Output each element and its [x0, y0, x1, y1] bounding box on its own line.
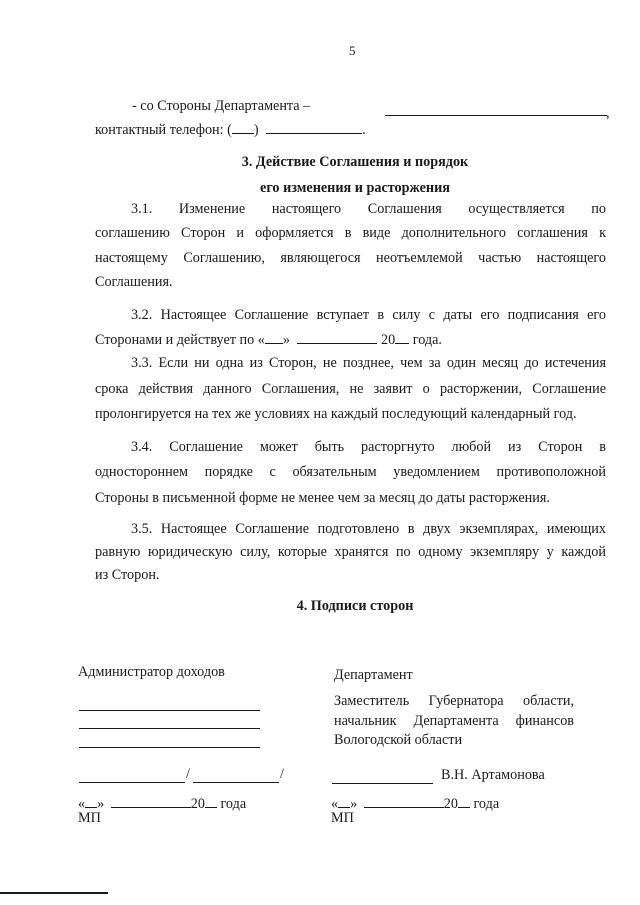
clause-3-2-line1: 3.2. Настоящее Соглашение вступает в силу с даты его подписания его	[131, 307, 606, 323]
left-month-blank	[111, 795, 191, 808]
left-name-blank	[193, 782, 279, 783]
right-day-blank	[338, 795, 350, 808]
right-year-blank	[458, 795, 470, 808]
left-day-blank	[85, 795, 97, 808]
right-stamp: МП	[331, 810, 354, 826]
section3-title-line2: его изменения и расторжения	[260, 180, 450, 196]
clause-3-5-line2: равную юридическую силу, которые хранятся по одному экземпляру у каждой	[95, 544, 606, 560]
left-signature-slash-1: /	[186, 766, 190, 782]
left-date-century: 20	[190, 796, 205, 812]
clause-3-5-line1: 3.5. Настоящее Соглашение подготовлено в двух экземплярах, имеющих	[131, 521, 606, 537]
left-year-blank	[205, 795, 217, 808]
right-position-line2: начальник Департамента финансов	[334, 713, 574, 729]
clause-3-2-year-word: года.	[412, 332, 442, 348]
left-blank-line-2	[79, 728, 260, 729]
right-date-century: 20	[443, 796, 458, 812]
clause-3-2-text: Сторонами и действует по «	[95, 332, 265, 348]
clause-3-2-quote: »	[282, 332, 290, 348]
clause-3-2-line2	[95, 331, 442, 349]
clause-3-3-line2: срока действия данного Соглашения, не заявит о расторжении, Соглашение	[95, 381, 606, 397]
clause-3-1-line3: настоящему Соглашению, являющегося неотъемлемой частью настоящего	[95, 250, 606, 266]
phone-number-blank	[266, 121, 362, 134]
scan-edge-mark	[0, 892, 108, 894]
contact-phone-label	[95, 121, 366, 139]
phone-code-blank	[232, 121, 254, 134]
contact-department-comma: ,	[606, 105, 610, 121]
left-date-quote-close: »	[97, 796, 105, 812]
left-blank-line-1	[79, 710, 260, 711]
clause-3-1-line2: соглашению Сторон и оформляется в виде дополнительного соглашения к	[95, 225, 606, 241]
day-blank	[265, 331, 283, 344]
clause-3-5-line3: из Сторон.	[95, 567, 160, 583]
clause-3-3-line3: пролонгируется на тех же условиях на каждый последующий календарный год.	[95, 406, 577, 422]
right-date-quote-open: «	[331, 796, 339, 812]
right-party-heading: Департамент	[334, 667, 413, 683]
month-blank	[297, 331, 377, 344]
clause-3-3-line1: 3.3. Если ни одна из Сторон, не позднее, чем за один месяц до истечения	[131, 355, 606, 371]
left-blank-line-3	[79, 747, 260, 748]
left-party-heading: Администратор доходов	[78, 664, 225, 680]
clause-3-1-line4: Соглашения.	[95, 274, 173, 290]
clause-3-4-line1: 3.4. Соглашение может быть расторгнуто любой из Сторон в	[131, 439, 606, 455]
left-signature-slash-2: /	[280, 766, 284, 782]
section4-title: 4. Подписи сторон	[296, 598, 414, 614]
left-date-year-word: года	[220, 796, 247, 812]
contact-phone-paren: )	[253, 122, 259, 138]
section3-title-line1: 3. Действие Соглашения и порядок	[241, 154, 469, 170]
left-signature-blank	[79, 782, 185, 783]
right-signature-blank	[332, 783, 433, 784]
year-blank	[395, 331, 409, 344]
right-date-quote-close: »	[350, 796, 358, 812]
left-stamp: МП	[78, 810, 101, 826]
clause-3-1-line1: 3.1. Изменение настоящего Соглашения осуществляется по	[131, 201, 606, 217]
clause-3-2-century: 20	[381, 332, 396, 348]
left-date-quote-open: «	[78, 796, 86, 812]
right-signatory-name: В.Н. Артамонова	[441, 767, 545, 783]
right-month-blank	[364, 795, 444, 808]
contact-phone-end: .	[362, 122, 366, 138]
left-date-line	[78, 795, 246, 813]
right-position-line3: Вологодской области	[334, 732, 463, 748]
right-date-line	[331, 795, 499, 813]
contact-department-blank	[385, 115, 607, 116]
right-position-line1: Заместитель Губернатора области,	[334, 693, 574, 709]
page-number: 5	[349, 43, 356, 58]
contact-department-label: - со Стороны Департамента –	[132, 98, 311, 114]
right-date-year-word: года	[473, 796, 500, 812]
clause-3-4-line2: одностороннем порядке с обязательным уведомлением противоположной	[95, 464, 606, 480]
clause-3-4-line3: Стороны в письменной форме не менее чем за месяц до даты расторжения.	[95, 490, 550, 506]
contact-phone-prefix: контактный телефон: (	[95, 122, 232, 138]
